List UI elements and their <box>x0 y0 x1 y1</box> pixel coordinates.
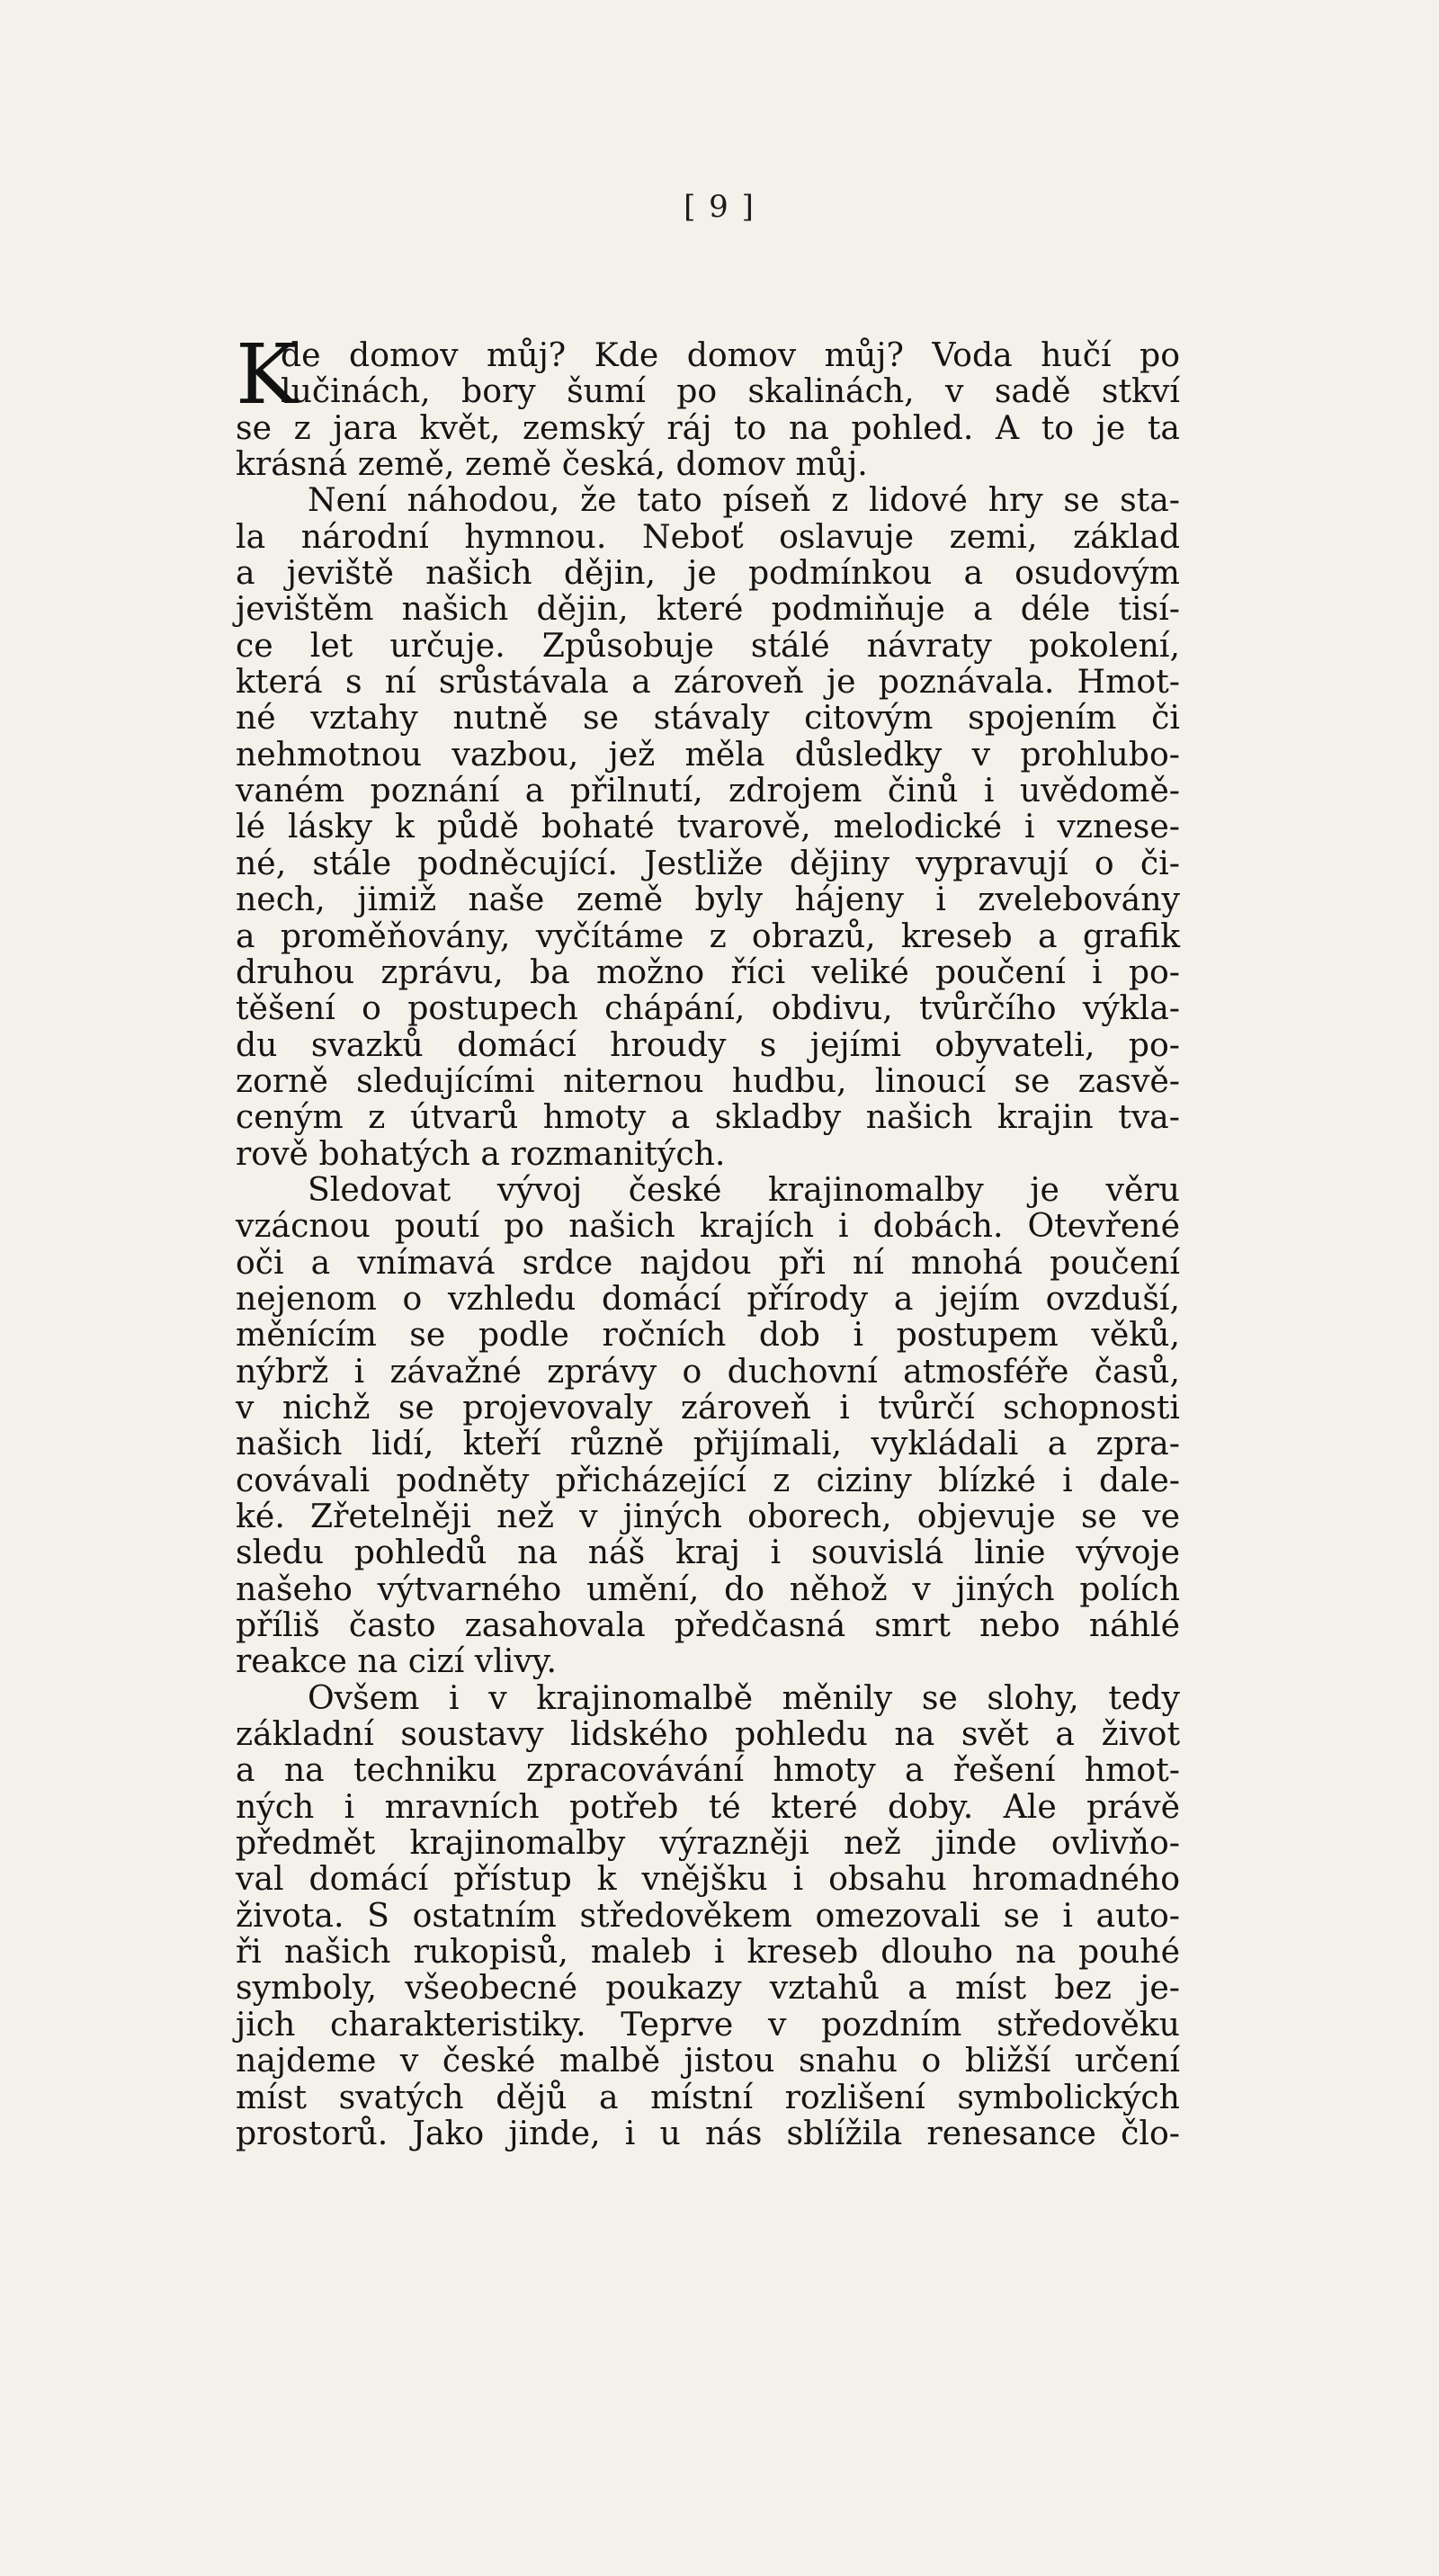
text-line: základní soustavy lidského pohledu na svět a život <box>236 1714 1180 1754</box>
text-line: val domácí přístup k vnějšku i obsahu hromadného <box>236 1859 1180 1899</box>
text-line: ných i mravních potřeb té které doby. Ale právě <box>236 1786 1180 1826</box>
body-text <box>236 326 1180 2152</box>
drop-cap: K <box>236 326 298 423</box>
text-line: která s ní srůstávala a zároveň je poznávala. Hmot- <box>236 662 1180 702</box>
text-line: sledu pohledů na náš kraj i souvislá linie vývoje <box>236 1533 1180 1572</box>
text-line: Není náhodou, že tato píseň z lidové hry se sta- <box>308 480 1180 520</box>
text-line: krásná země, země česká, domov můj. <box>236 444 868 484</box>
text-line: oči a vnímavá srdce najdou při ní mnohá poučení <box>236 1242 1180 1282</box>
text-line: zorně sledujícími niternou hudbu, linoucí se zasvě- <box>236 1060 1180 1100</box>
text-line: vzácnou poutí po našich krajích i dobách. Otevřené <box>236 1206 1180 1246</box>
text-line: míst svatých dějů a místní rozlišení symbolických <box>236 2077 1180 2116</box>
text-line: covávali podněty přicházející z ciziny blízké i dale- <box>236 1460 1180 1499</box>
text-line: symboly, všeobecné poukazy vztahů a míst bez je- <box>236 1968 1180 2008</box>
text-line: najdeme v české malbě jistou snahu o bližší určení <box>236 2041 1180 2080</box>
text-line: jich charakteristiky. Teprve v pozdním středověku <box>236 2004 1180 2044</box>
paragraph-4 <box>236 1677 1180 2152</box>
text-line: ké. Zřetelněji než v jiných oborech, objevuje se ve <box>236 1497 1180 1535</box>
text-line: v nichž se projevovaly zároveň i tvůrčí schopnosti <box>236 1387 1180 1427</box>
text-line: né, stále podněcující. Jestliže dějiny vypravují o či- <box>236 843 1180 882</box>
text-line: nýbrž i závažné zprávy o duchovní atmosféře časů, <box>236 1351 1180 1391</box>
paragraph-3 <box>236 1169 1180 1681</box>
text-line: nehmotnou vazbou, jež měla důsledky v prohlubo- <box>236 734 1180 774</box>
text-line: se z jara květ, zemský ráj to na pohled. A to je ta <box>236 407 1180 447</box>
text-line: příliš často zasahovala předčasná smrt nebo náhlé <box>236 1606 1180 1645</box>
paragraph-1 <box>236 326 1180 423</box>
text-line: předmět krajinomalby výrazněji než jinde ovlivňo- <box>236 1823 1180 1863</box>
text-line: ce let určuje. Způsobuje stálé návraty pokolení, <box>236 625 1180 665</box>
text-line: druhou zprávu, ba možno říci veliké poučení i po- <box>236 952 1180 991</box>
text-line: nejenom o vzhledu domácí přírody a jejím ovzduší, <box>236 1278 1180 1318</box>
paragraph-2 <box>236 482 1180 1172</box>
text-line: našich lidí, kteří různě přijímali, vykládali a zpra- <box>236 1424 1180 1463</box>
text-line: Sledovat vývoj české krajinomalby je věru <box>308 1169 1180 1209</box>
text-line: ceným z útvarů hmoty a skladby našich krajin tva- <box>236 1097 1180 1137</box>
text-line: rově bohatých a rozmanitých. <box>236 1133 726 1173</box>
text-line: měnícím se podle ročních dob i postupem věků, <box>236 1315 1180 1355</box>
text-line: lé lásky k půdě bohaté tvarově, melodické i vznese- <box>236 807 1180 846</box>
text-line: lučinách, bory šumí po skalinách, v sadě stkví <box>281 371 1180 411</box>
text-line: la národní hymnou. Neboť oslavuje zemi, základ <box>236 516 1180 556</box>
text-line: reakce na cizí vlivy. <box>236 1641 557 1681</box>
text-line: jevištěm našich dějin, které podmiňuje a déle tisí- <box>236 589 1180 629</box>
text-line: těšení o postupech chápání, obdivu, tvůrčího výkla- <box>236 988 1180 1028</box>
page-number: [ 9 ] <box>684 189 755 225</box>
text-line: a jeviště našich dějin, je podmínkou a osudovým <box>236 553 1180 593</box>
text-line: nech, jimiž naše země byly hájeny i zvelebovány <box>236 880 1180 919</box>
text-line: života. S ostatním středověkem omezovali se i auto- <box>236 1895 1180 1935</box>
text-line: Ovšem i v krajinomalbě měnily se slohy, tedy <box>308 1677 1180 1717</box>
text-line: prostorů. Jako jinde, i u nás sblížila renesance člo- <box>236 2113 1180 2152</box>
text-line: našeho výtvarného umění, do něhož v jiných polích <box>236 1569 1180 1608</box>
text-line: né vztahy nutně se stávaly citovým spojením či <box>236 698 1180 738</box>
text-line: a na techniku zpracovávání hmoty a řešení hmot- <box>236 1750 1180 1790</box>
text-line: de domov můj? Kde domov můj? Voda hučí po <box>281 335 1180 374</box>
text-line: vaném poznání a přilnutí, zdrojem činů i uvědomě- <box>236 771 1180 810</box>
text-line: du svazků domácí hroudy s jejími obyvateli, po- <box>236 1024 1180 1064</box>
text-line: ři našich rukopisů, maleb i kreseb dlouho na pouhé <box>236 1932 1180 1972</box>
text-line: a proměňovány, vyčítáme z obrazů, kreseb a grafik <box>236 916 1180 955</box>
